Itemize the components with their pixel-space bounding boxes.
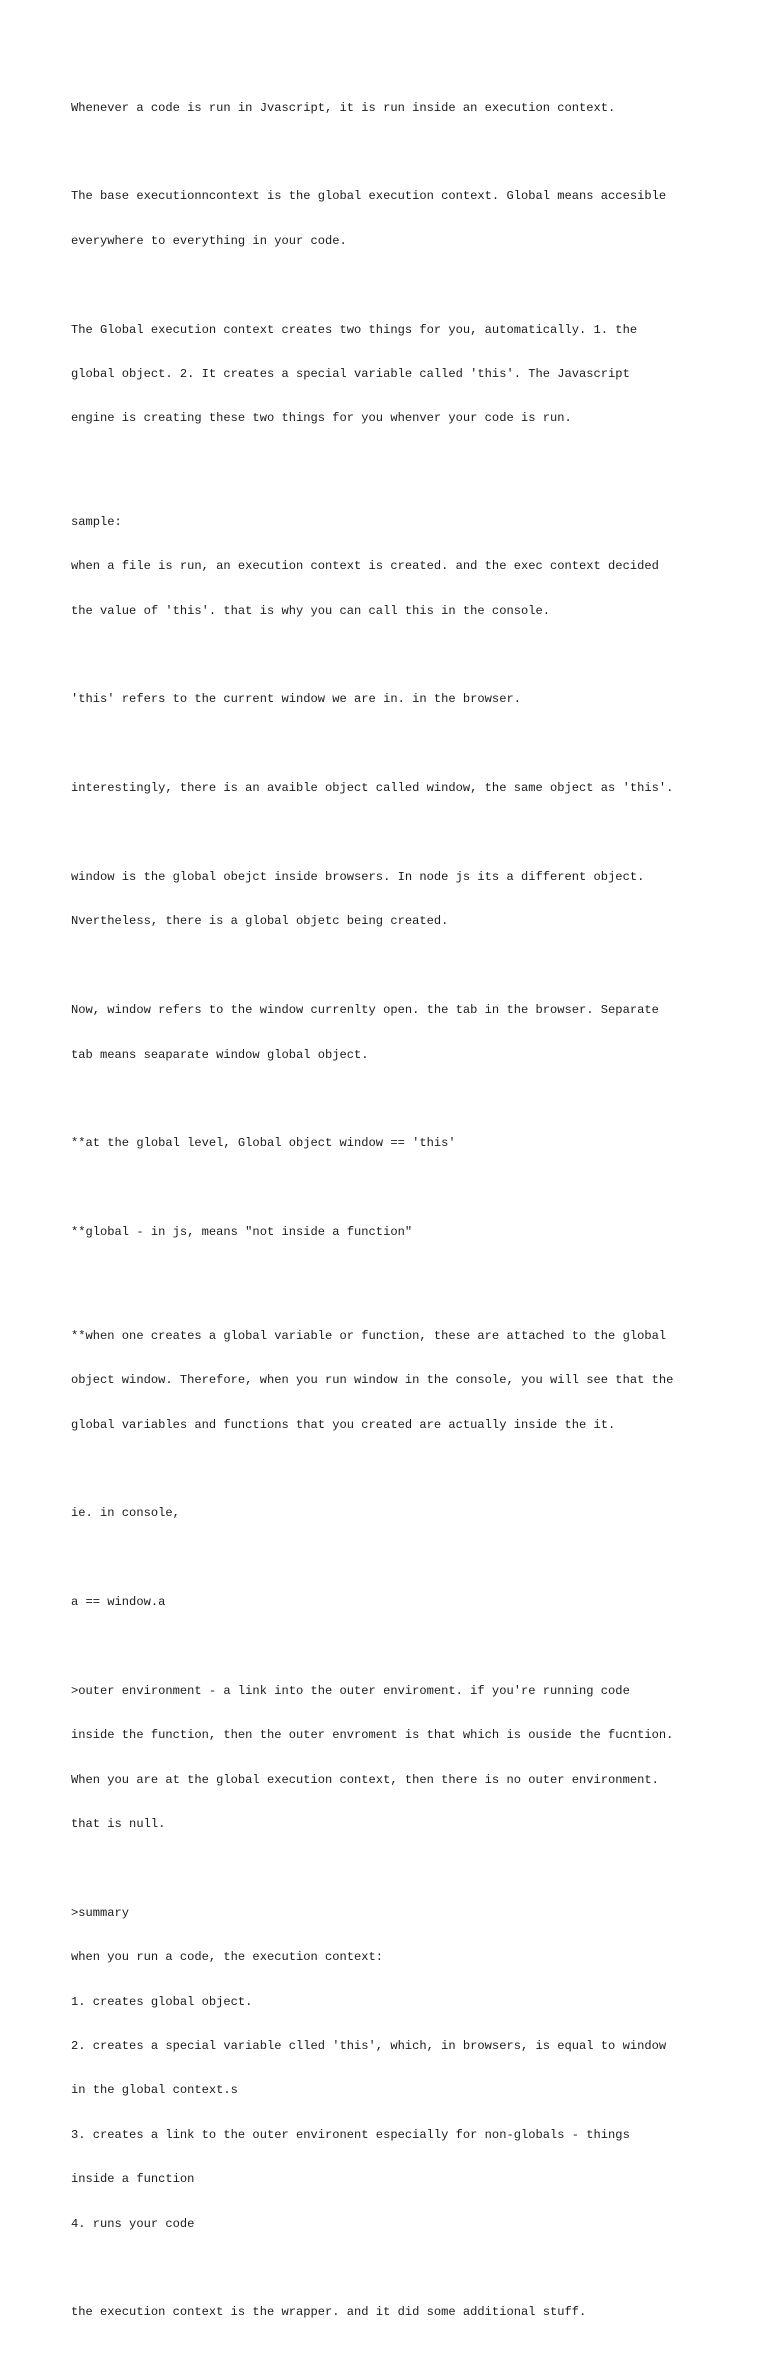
text-line: Now, window refers to the window currenlty open. the tab in the browser. Separate [71, 1003, 659, 1018]
text-line: 'this' refers to the current window we are in. in the browser. [71, 692, 521, 707]
paragraph-base-context [71, 160, 731, 278]
blank-line [71, 471, 731, 486]
text-line: >outer environment - a link into the outer enviroment. if you're running code [71, 1683, 630, 1698]
blank-line [71, 1284, 731, 1299]
paragraph-sample [71, 485, 731, 648]
text-line: engine is creating these two things for you whenver your code is run. [71, 411, 572, 426]
text-line: interestingly, there is an avaible object called window, the same object as 'this'. [71, 781, 674, 796]
text-line: a == window.a [71, 1595, 166, 1610]
paragraph-global-meaning [71, 1196, 731, 1270]
paragraph-global-variables [71, 1299, 731, 1462]
text-line: >summary [71, 1905, 130, 1920]
text-line: The Global execution context creates two things for you, automatically. 1. the [71, 322, 638, 337]
text-line: when you run a code, the execution context: [71, 1950, 384, 1965]
text-line: tab means seaparate window global object. [71, 1047, 369, 1062]
text-line: **at the global level, Global object window == 'this' [71, 1136, 456, 1151]
paragraph-global-context [71, 293, 731, 456]
paragraph-outer-environment [71, 1654, 731, 1861]
text-line: inside the function, then the outer envroment is that which is ouside the fucntion. [71, 1728, 674, 1743]
text-line: inside a function [71, 2172, 195, 2187]
text-line: 4. runs your code [71, 2216, 195, 2231]
document-page [71, 71, 731, 2365]
text-line: the value of 'this'. that is why you can call this in the console. [71, 603, 550, 618]
text-line: global object. 2. It creates a special variable called 'this'. The Javascript [71, 366, 630, 381]
text-line: when a file is run, an execution context is created. and the exec context decided [71, 559, 659, 574]
paragraph-browsers [71, 840, 731, 958]
text-line: global variables and functions that you created are actually inside the it. [71, 1417, 616, 1432]
text-line: the execution context is the wrapper. and it did some additional stuff. [71, 2305, 587, 2320]
paragraph-summary [71, 1876, 731, 2261]
text-line: ie. in console, [71, 1506, 180, 1521]
paragraph-this-refers [71, 663, 731, 737]
paragraph-ie-console [71, 1477, 731, 1551]
paragraph-window-object [71, 752, 731, 826]
paragraph-window-a [71, 1565, 731, 1639]
text-line: **global - in js, means "not inside a function" [71, 1225, 413, 1240]
text-line: object window. Therefore, when you run window in the console, you will see that the [71, 1373, 674, 1388]
text-line: **when one creates a global variable or function, these are attached to the global [71, 1328, 667, 1343]
text-line: window is the global obejct inside browsers. In node js its a different object. [71, 870, 645, 885]
text-line: Nvertheless, there is a global objetc being created. [71, 914, 449, 929]
text-line: 1. creates global object. [71, 1994, 253, 2009]
text-line: sample: [71, 514, 122, 529]
text-line: in the global context.s [71, 2083, 238, 2098]
text-line: The base executionncontext is the global execution context. Global means accesible [71, 189, 667, 204]
paragraph-intro [71, 71, 731, 145]
text-line: Whenever a code is run in Jvascript, it is run inside an execution context. [71, 100, 616, 115]
text-line: 3. creates a link to the outer environent especially for non-globals - things [71, 2127, 630, 2142]
text-line: everywhere to everything in your code. [71, 233, 347, 248]
paragraph-tabs [71, 974, 731, 1092]
text-line: that is null. [71, 1817, 166, 1832]
paragraph-wrapper [71, 2276, 731, 2350]
text-line: 2. creates a special variable clled 'this', which, in browsers, is equal to window [71, 2038, 667, 2053]
paragraph-global-level [71, 1107, 731, 1181]
text-line: When you are at the global execution context, then there is no outer environment. [71, 1772, 659, 1787]
